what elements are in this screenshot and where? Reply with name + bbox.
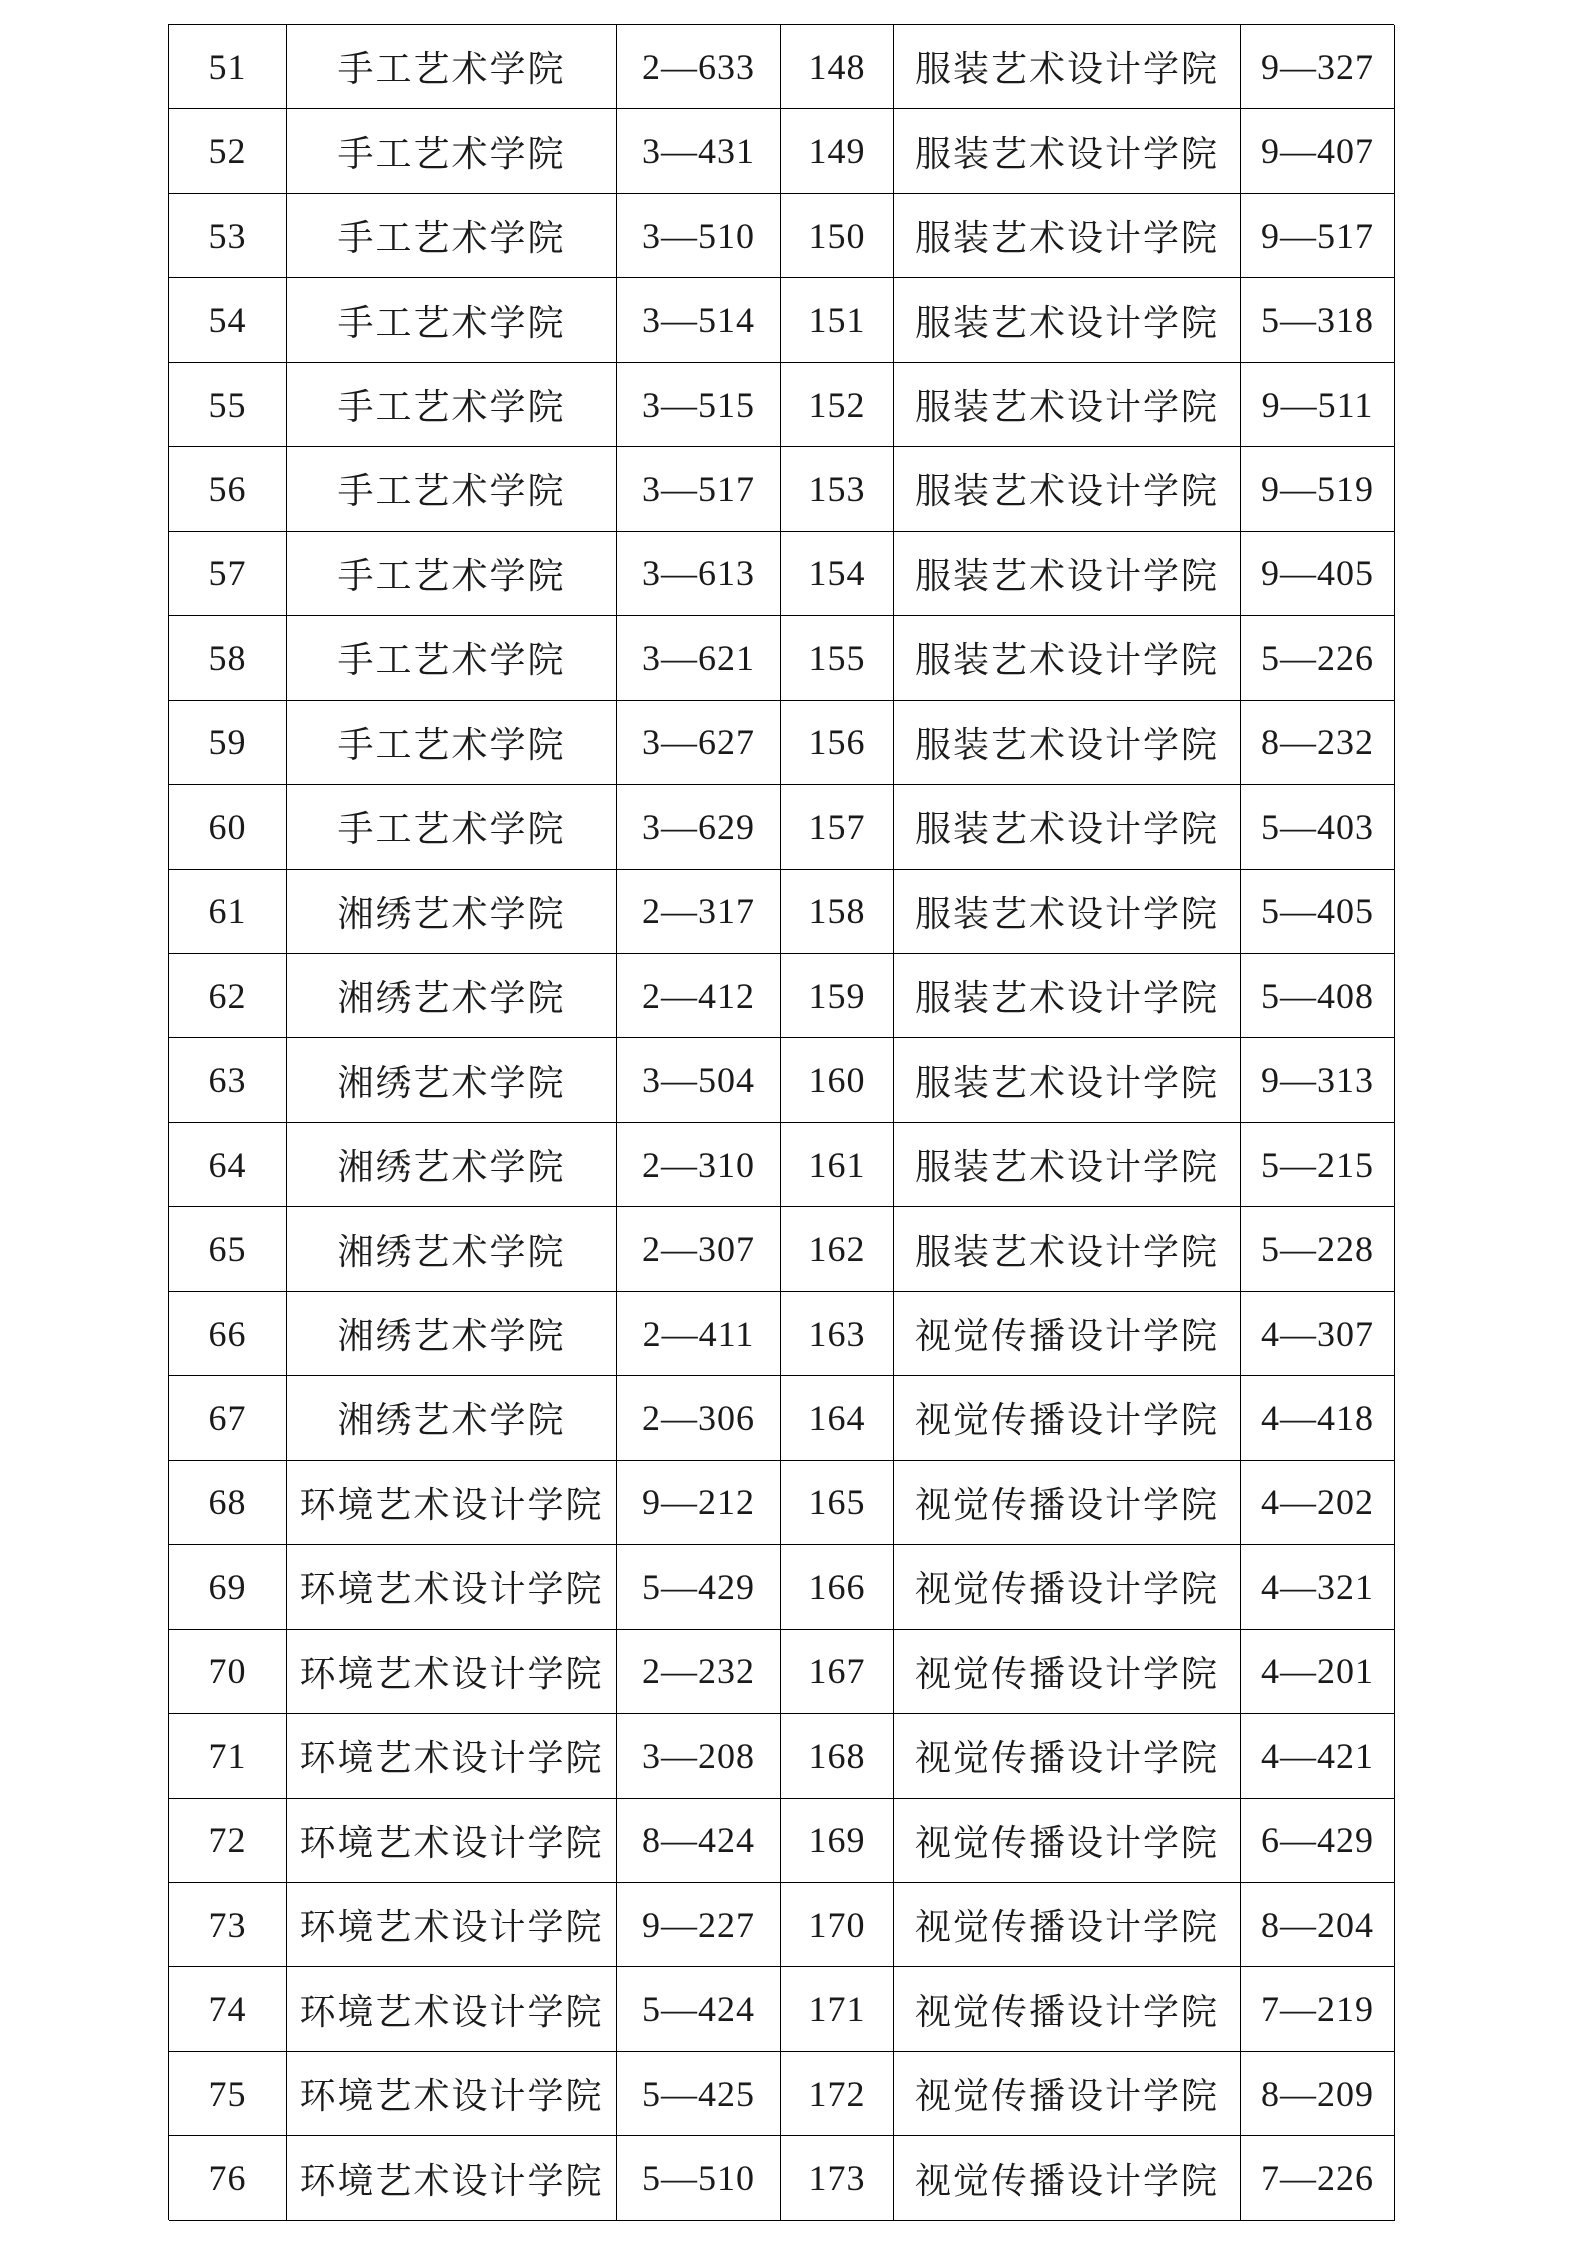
room-code-cell: 6—429 <box>1241 1799 1395 1883</box>
college-name-cell: 手工艺术学院 <box>287 532 617 616</box>
room-code-cell: 8—204 <box>1241 1883 1395 1967</box>
college-name-cell: 视觉传播设计学院 <box>894 1967 1241 2051</box>
row-number-cell: 159 <box>781 954 894 1038</box>
room-code-cell: 5—408 <box>1241 954 1395 1038</box>
row-number-cell: 68 <box>169 1461 287 1545</box>
college-name-cell: 视觉传播设计学院 <box>894 1376 1241 1460</box>
room-code-cell: 5—215 <box>1241 1123 1395 1207</box>
college-name-cell: 服装艺术设计学院 <box>894 1038 1241 1122</box>
college-name-cell: 手工艺术学院 <box>287 363 617 447</box>
college-name-cell: 服装艺术设计学院 <box>894 109 1241 193</box>
college-name-cell: 服装艺术设计学院 <box>894 870 1241 954</box>
room-code-cell: 4—201 <box>1241 1630 1395 1714</box>
college-name-cell: 服装艺术设计学院 <box>894 785 1241 869</box>
college-name-cell: 环境艺术设计学院 <box>287 1799 617 1883</box>
room-code-cell: 2—307 <box>617 1207 781 1291</box>
row-number-cell: 72 <box>169 1799 287 1883</box>
row-number-cell: 54 <box>169 278 287 362</box>
room-code-cell: 5—429 <box>617 1545 781 1629</box>
room-code-cell: 2—306 <box>617 1376 781 1460</box>
room-code-cell: 4—202 <box>1241 1461 1395 1545</box>
row-number-cell: 55 <box>169 363 287 447</box>
college-name-cell: 湘绣艺术学院 <box>287 1038 617 1122</box>
college-name-cell: 视觉传播设计学院 <box>894 1545 1241 1629</box>
room-code-cell: 3—627 <box>617 701 781 785</box>
room-code-cell: 3—208 <box>617 1714 781 1798</box>
room-code-cell: 5—403 <box>1241 785 1395 869</box>
row-number-cell: 51 <box>169 25 287 109</box>
row-number-cell: 154 <box>781 532 894 616</box>
room-code-cell: 3—515 <box>617 363 781 447</box>
row-number-cell: 157 <box>781 785 894 869</box>
room-code-cell: 7—219 <box>1241 1967 1395 2051</box>
college-name-cell: 视觉传播设计学院 <box>894 2136 1241 2220</box>
room-code-cell: 3—621 <box>617 616 781 700</box>
room-code-cell: 5—318 <box>1241 278 1395 362</box>
college-name-cell: 手工艺术学院 <box>287 785 617 869</box>
room-code-cell: 3—431 <box>617 109 781 193</box>
college-name-cell: 手工艺术学院 <box>287 25 617 109</box>
room-code-cell: 2—633 <box>617 25 781 109</box>
room-code-cell: 9—405 <box>1241 532 1395 616</box>
row-number-cell: 152 <box>781 363 894 447</box>
room-code-cell: 5—424 <box>617 1967 781 2051</box>
row-number-cell: 172 <box>781 2052 894 2136</box>
college-name-cell: 服装艺术设计学院 <box>894 194 1241 278</box>
room-code-cell: 9—227 <box>617 1883 781 1967</box>
college-name-cell: 环境艺术设计学院 <box>287 2052 617 2136</box>
row-number-cell: 65 <box>169 1207 287 1291</box>
row-number-cell: 155 <box>781 616 894 700</box>
room-code-cell: 5—425 <box>617 2052 781 2136</box>
room-code-cell: 9—407 <box>1241 109 1395 193</box>
room-code-cell: 9—519 <box>1241 447 1395 531</box>
room-code-cell: 2—317 <box>617 870 781 954</box>
room-code-cell: 2—310 <box>617 1123 781 1207</box>
room-code-cell: 3—514 <box>617 278 781 362</box>
room-code-cell: 4—418 <box>1241 1376 1395 1460</box>
row-number-cell: 64 <box>169 1123 287 1207</box>
room-code-cell: 3—517 <box>617 447 781 531</box>
row-number-cell: 53 <box>169 194 287 278</box>
room-code-cell: 4—321 <box>1241 1545 1395 1629</box>
room-code-cell: 8—209 <box>1241 2052 1395 2136</box>
row-number-cell: 153 <box>781 447 894 531</box>
room-code-cell: 7—226 <box>1241 2136 1395 2220</box>
room-code-cell: 8—424 <box>617 1799 781 1883</box>
row-number-cell: 70 <box>169 1630 287 1714</box>
college-name-cell: 服装艺术设计学院 <box>894 363 1241 447</box>
college-name-cell: 环境艺术设计学院 <box>287 1545 617 1629</box>
college-name-cell: 视觉传播设计学院 <box>894 1799 1241 1883</box>
college-name-cell: 手工艺术学院 <box>287 278 617 362</box>
college-name-cell: 视觉传播设计学院 <box>894 1461 1241 1545</box>
college-name-cell: 手工艺术学院 <box>287 194 617 278</box>
row-number-cell: 165 <box>781 1461 894 1545</box>
college-name-cell: 环境艺术设计学院 <box>287 1461 617 1545</box>
room-code-cell: 9—313 <box>1241 1038 1395 1122</box>
row-number-cell: 162 <box>781 1207 894 1291</box>
college-name-cell: 湘绣艺术学院 <box>287 1207 617 1291</box>
row-number-cell: 148 <box>781 25 894 109</box>
room-code-cell: 4—421 <box>1241 1714 1395 1798</box>
row-number-cell: 71 <box>169 1714 287 1798</box>
row-number-cell: 161 <box>781 1123 894 1207</box>
room-code-cell: 9—212 <box>617 1461 781 1545</box>
college-name-cell: 服装艺术设计学院 <box>894 447 1241 531</box>
room-code-cell: 9—327 <box>1241 25 1395 109</box>
row-number-cell: 66 <box>169 1292 287 1376</box>
college-name-cell: 湘绣艺术学院 <box>287 870 617 954</box>
row-number-cell: 63 <box>169 1038 287 1122</box>
college-name-cell: 手工艺术学院 <box>287 109 617 193</box>
college-name-cell: 服装艺术设计学院 <box>894 616 1241 700</box>
row-number-cell: 169 <box>781 1799 894 1883</box>
row-number-cell: 158 <box>781 870 894 954</box>
row-number-cell: 168 <box>781 1714 894 1798</box>
row-number-cell: 164 <box>781 1376 894 1460</box>
row-number-cell: 151 <box>781 278 894 362</box>
row-number-cell: 173 <box>781 2136 894 2220</box>
row-number-cell: 69 <box>169 1545 287 1629</box>
room-code-cell: 8—232 <box>1241 701 1395 785</box>
row-number-cell: 57 <box>169 532 287 616</box>
room-code-cell: 5—510 <box>617 2136 781 2220</box>
college-name-cell: 视觉传播设计学院 <box>894 1630 1241 1714</box>
row-number-cell: 149 <box>781 109 894 193</box>
room-code-cell: 5—405 <box>1241 870 1395 954</box>
row-number-cell: 163 <box>781 1292 894 1376</box>
college-name-cell: 环境艺术设计学院 <box>287 1630 617 1714</box>
room-code-cell: 3—504 <box>617 1038 781 1122</box>
college-name-cell: 服装艺术设计学院 <box>894 25 1241 109</box>
row-number-cell: 166 <box>781 1545 894 1629</box>
college-name-cell: 服装艺术设计学院 <box>894 278 1241 362</box>
room-code-cell: 5—228 <box>1241 1207 1395 1291</box>
college-name-cell: 服装艺术设计学院 <box>894 1207 1241 1291</box>
row-number-cell: 170 <box>781 1883 894 1967</box>
row-number-cell: 150 <box>781 194 894 278</box>
college-name-cell: 环境艺术设计学院 <box>287 1967 617 2051</box>
college-name-cell: 环境艺术设计学院 <box>287 1714 617 1798</box>
college-name-cell: 视觉传播设计学院 <box>894 2052 1241 2136</box>
room-code-cell: 5—226 <box>1241 616 1395 700</box>
row-number-cell: 61 <box>169 870 287 954</box>
room-code-cell: 2—232 <box>617 1630 781 1714</box>
row-number-cell: 156 <box>781 701 894 785</box>
row-number-cell: 73 <box>169 1883 287 1967</box>
exam-room-assignment-table <box>168 24 1394 2220</box>
college-name-cell: 视觉传播设计学院 <box>894 1292 1241 1376</box>
college-name-cell: 视觉传播设计学院 <box>894 1714 1241 1798</box>
college-name-cell: 手工艺术学院 <box>287 616 617 700</box>
college-name-cell: 服装艺术设计学院 <box>894 701 1241 785</box>
college-name-cell: 服装艺术设计学院 <box>894 532 1241 616</box>
college-name-cell: 湘绣艺术学院 <box>287 954 617 1038</box>
row-number-cell: 59 <box>169 701 287 785</box>
room-code-cell: 2—411 <box>617 1292 781 1376</box>
room-code-cell: 3—629 <box>617 785 781 869</box>
row-number-cell: 76 <box>169 2136 287 2220</box>
college-name-cell: 湘绣艺术学院 <box>287 1376 617 1460</box>
college-name-cell: 湘绣艺术学院 <box>287 1292 617 1376</box>
row-number-cell: 160 <box>781 1038 894 1122</box>
row-number-cell: 75 <box>169 2052 287 2136</box>
row-number-cell: 60 <box>169 785 287 869</box>
room-code-cell: 9—511 <box>1241 363 1395 447</box>
college-name-cell: 服装艺术设计学院 <box>894 1123 1241 1207</box>
room-code-cell: 3—510 <box>617 194 781 278</box>
college-name-cell: 环境艺术设计学院 <box>287 1883 617 1967</box>
row-number-cell: 58 <box>169 616 287 700</box>
room-code-cell: 9—517 <box>1241 194 1395 278</box>
row-number-cell: 167 <box>781 1630 894 1714</box>
room-code-cell: 3—613 <box>617 532 781 616</box>
college-name-cell: 环境艺术设计学院 <box>287 2136 617 2220</box>
college-name-cell: 湘绣艺术学院 <box>287 1123 617 1207</box>
college-name-cell: 服装艺术设计学院 <box>894 954 1241 1038</box>
row-number-cell: 56 <box>169 447 287 531</box>
row-number-cell: 171 <box>781 1967 894 2051</box>
row-number-cell: 52 <box>169 109 287 193</box>
college-name-cell: 视觉传播设计学院 <box>894 1883 1241 1967</box>
row-number-cell: 62 <box>169 954 287 1038</box>
room-code-cell: 2—412 <box>617 954 781 1038</box>
college-name-cell: 手工艺术学院 <box>287 701 617 785</box>
room-code-cell: 4—307 <box>1241 1292 1395 1376</box>
row-number-cell: 67 <box>169 1376 287 1460</box>
college-name-cell: 手工艺术学院 <box>287 447 617 531</box>
row-number-cell: 74 <box>169 1967 287 2051</box>
